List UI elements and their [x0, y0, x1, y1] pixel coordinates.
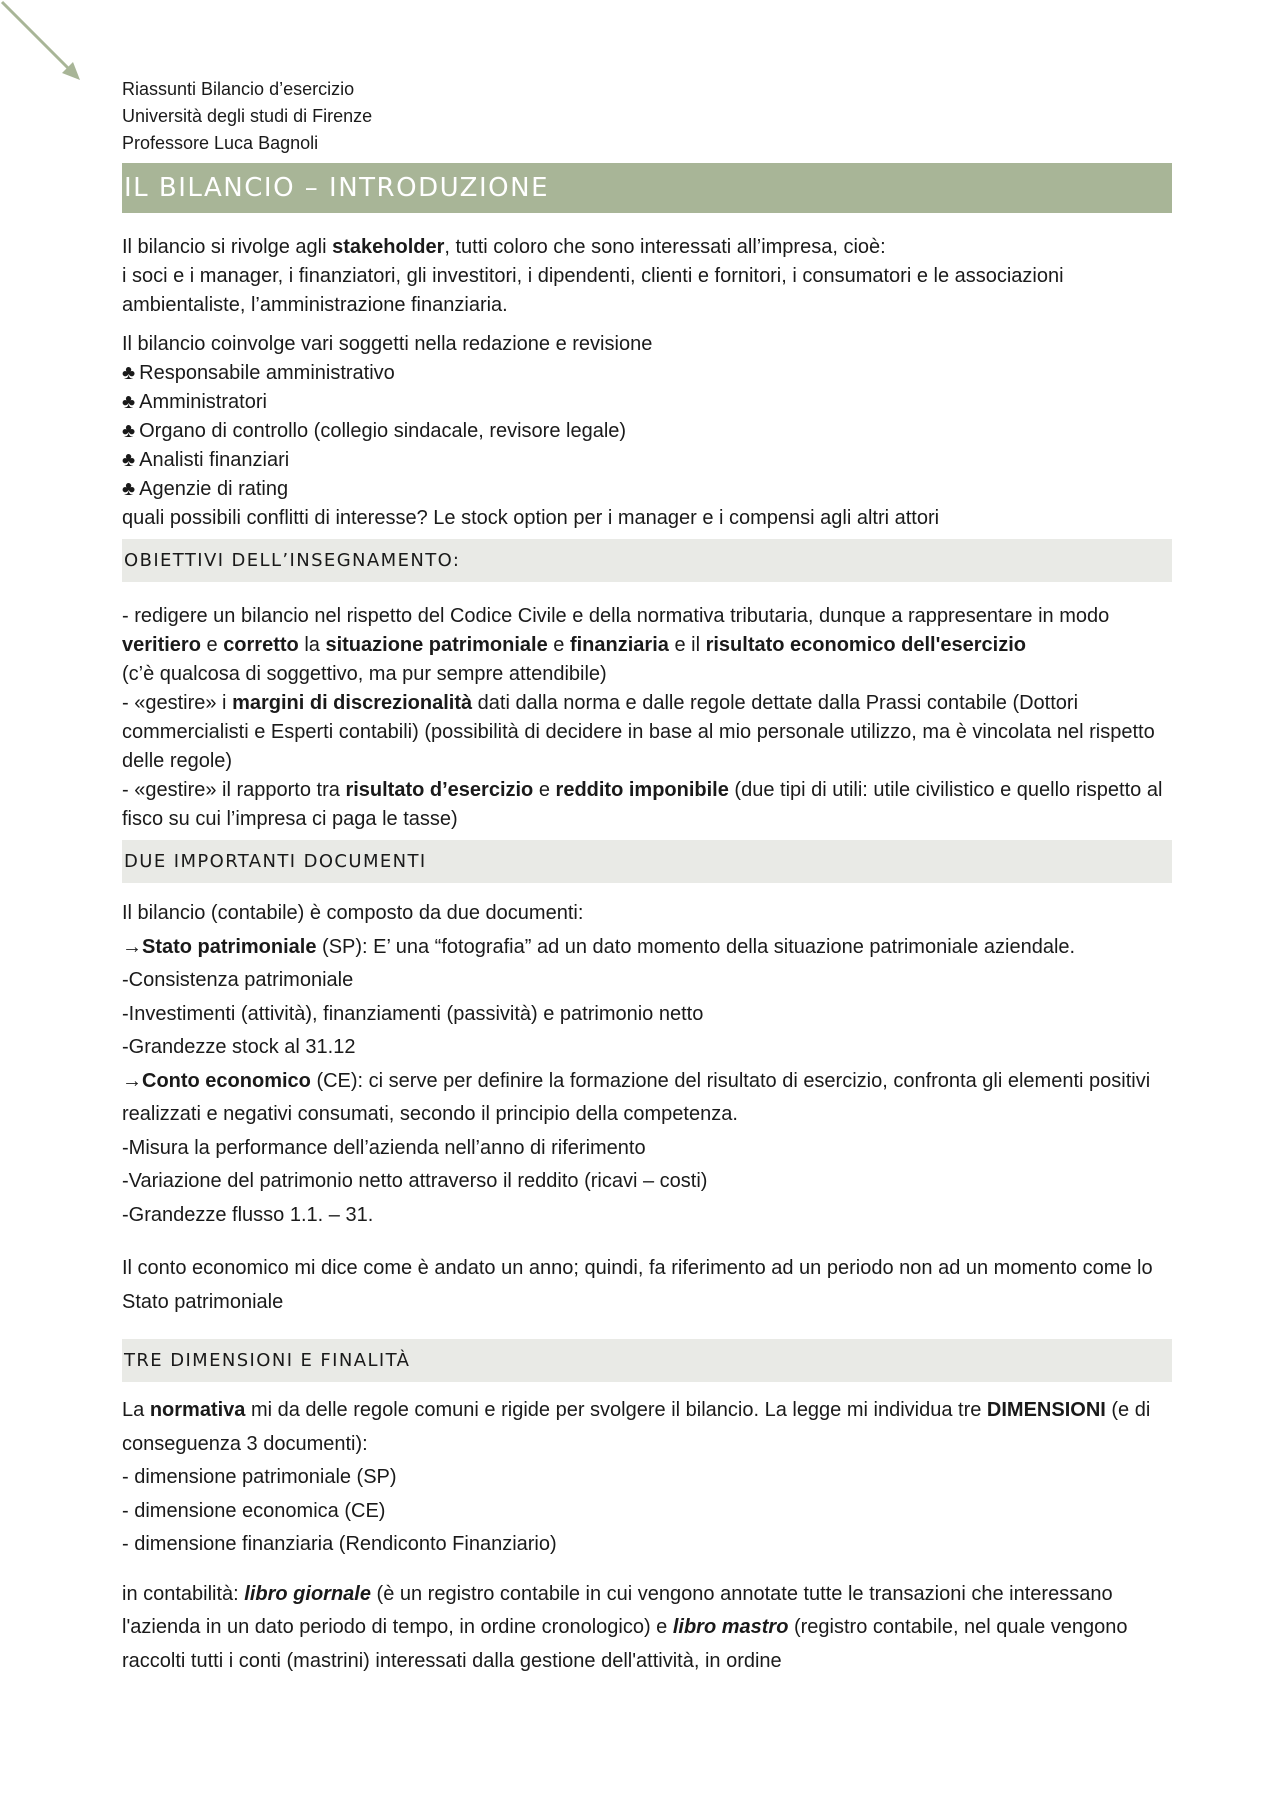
list-item: ♣ Organo di controllo (collegio sindacale, revisore legale) [122, 420, 627, 442]
list-item: ♣ Responsabile amministrativo [122, 362, 395, 384]
document-header [122, 76, 1172, 157]
documents-heading: DUE IMPORTANTI DOCUMENTI [124, 851, 427, 872]
list-item: -Investimenti (attività), finanziamenti (passività) e patrimonio netto [122, 1002, 704, 1025]
accounting-books-paragraph: in contabilità: libro giornale (è un registro contabile in cui vengono annotate tutte le transazioni che interessano l'azienda in un dato periodo di tempo, in ordine cronologico) e libro mastro (registro contabile, nel quale vengono raccolti tutti i conti (mastrini) interessati dalla gestione dell'attività, in ordine [122, 1582, 1128, 1672]
club-bullet-icon: ♣ [122, 449, 136, 471]
intro-paragraph: Il bilancio si rivolge agli stakeholder, tutti coloro che sono interessati all’impresa, cioè: [122, 236, 886, 258]
list-item: - dimensione patrimoniale (SP) [122, 1466, 397, 1488]
subjects-list [122, 359, 1172, 504]
intro-section [122, 233, 1172, 533]
objectives-section [122, 602, 1172, 834]
documents-closing: Il conto economico mi dice come è andato un anno; quindi, fa riferimento ad un periodo non ad un momento come lo Stato patrimoniale [122, 1257, 1153, 1313]
title-bar [122, 163, 1172, 213]
arrow-icon: → [122, 935, 142, 958]
list-item: ♣ Amministratori [122, 391, 267, 413]
list-item: -Grandezze stock al 31.12 [122, 1036, 356, 1058]
dimensions-heading-bar [122, 1339, 1172, 1382]
club-bullet-icon: ♣ [122, 362, 136, 384]
list-item: -Misura la performance dell’azienda nell’anno di riferimento [122, 1136, 646, 1159]
list-item: -Variazione del patrimonio netto attraverso il reddito (ricavi – costi) [122, 1170, 708, 1192]
conto-economico-definition: →Conto economico (CE): ci serve per definire la formazione del risultato di esercizio, confronta gli elementi positivi realizzati e negativi consumati, secondo il principio della competenza. [122, 1069, 1151, 1125]
objective-3: - «gestire» il rapporto tra risultato d’esercizio e reddito imponibile (due tipi di utili: utile civilistico e quello rispetto al fisco su cui l’impresa ci paga le tasse) [122, 779, 1163, 830]
dimensions-heading: TRE DIMENSIONI E FINALITÀ [124, 1350, 411, 1371]
club-bullet-icon: ♣ [122, 478, 136, 500]
list-item: -Grandezze flusso 1.1. – 31. [122, 1203, 374, 1226]
objective-2: - «gestire» i margini di discrezionalità dati dalla norma e dalle regole dettate dalla Prassi contabile (Dottori commercialisti e Esperti contabili) (possibilità di decidere in base al mio personale utilizzo, ma è vincolata nel rispetto delle regole) [122, 692, 1155, 772]
conflicts-paragraph: quali possibili conflitti di interesse? Le stock option per i manager e i compensi agli altri attori [122, 507, 940, 529]
list-item: - dimensione economica (CE) [122, 1499, 386, 1522]
objective-1: - redigere un bilancio nel rispetto del Codice Civile e della normativa tributaria, dunque a rappresentare in modo veritiero e corretto la situazione patrimoniale e finanziaria e il risultato economico dell'esercizio (c’è qualcosa di soggettivo, ma pur sempre attendibile) [122, 605, 1110, 685]
dimensions-section [122, 1394, 1172, 1678]
documents-heading-bar [122, 840, 1172, 883]
intro-subjects: Il bilancio coinvolge vari soggetti nella redazione e revisione [122, 333, 653, 355]
objectives-heading: OBIETTIVI DELL’INSEGNAMENTO: [124, 550, 461, 571]
club-bullet-icon: ♣ [122, 391, 136, 413]
list-item: ♣ Analisti finanziari [122, 449, 290, 471]
list-item: ♣ Agenzie di rating [122, 478, 289, 500]
arrow-icon: → [122, 1069, 142, 1092]
list-item: - dimensione finanziaria (Rendiconto Finanziario) [122, 1533, 557, 1555]
stato-patrimoniale-definition: →Stato patrimoniale (SP): E’ una “fotografia” ad un dato momento della situazione patrimoniale aziendale. [122, 935, 1076, 958]
dimensions-intro: La normativa mi da delle regole comuni e rigide per svolgere il bilancio. La legge mi individua tre DIMENSIONI (e di conseguenza 3 documenti): [122, 1399, 1151, 1455]
documents-intro: Il bilancio (contabile) è composto da due documenti: [122, 902, 584, 924]
document-page [122, 76, 1172, 1678]
header-professor: Professore Luca Bagnoli [122, 133, 319, 153]
intro-stakeholders: i soci e i manager, i finanziatori, gli investitori, i dipendenti, clienti e fornitori, i consumatori e le associazioni ambientaliste, l’amministrazione finanziaria. [122, 265, 1064, 316]
corner-arrow-icon [0, 0, 90, 90]
documents-section [122, 897, 1172, 1319]
header-university: Università degli studi di Firenze [122, 106, 373, 126]
page-title: IL BILANCIO – INTRODUZIONE [124, 173, 550, 203]
header-course: Riassunti Bilancio d’esercizio [122, 79, 355, 99]
list-item: -Consistenza patrimoniale [122, 969, 354, 991]
objectives-heading-bar [122, 539, 1172, 582]
club-bullet-icon: ♣ [122, 420, 136, 442]
